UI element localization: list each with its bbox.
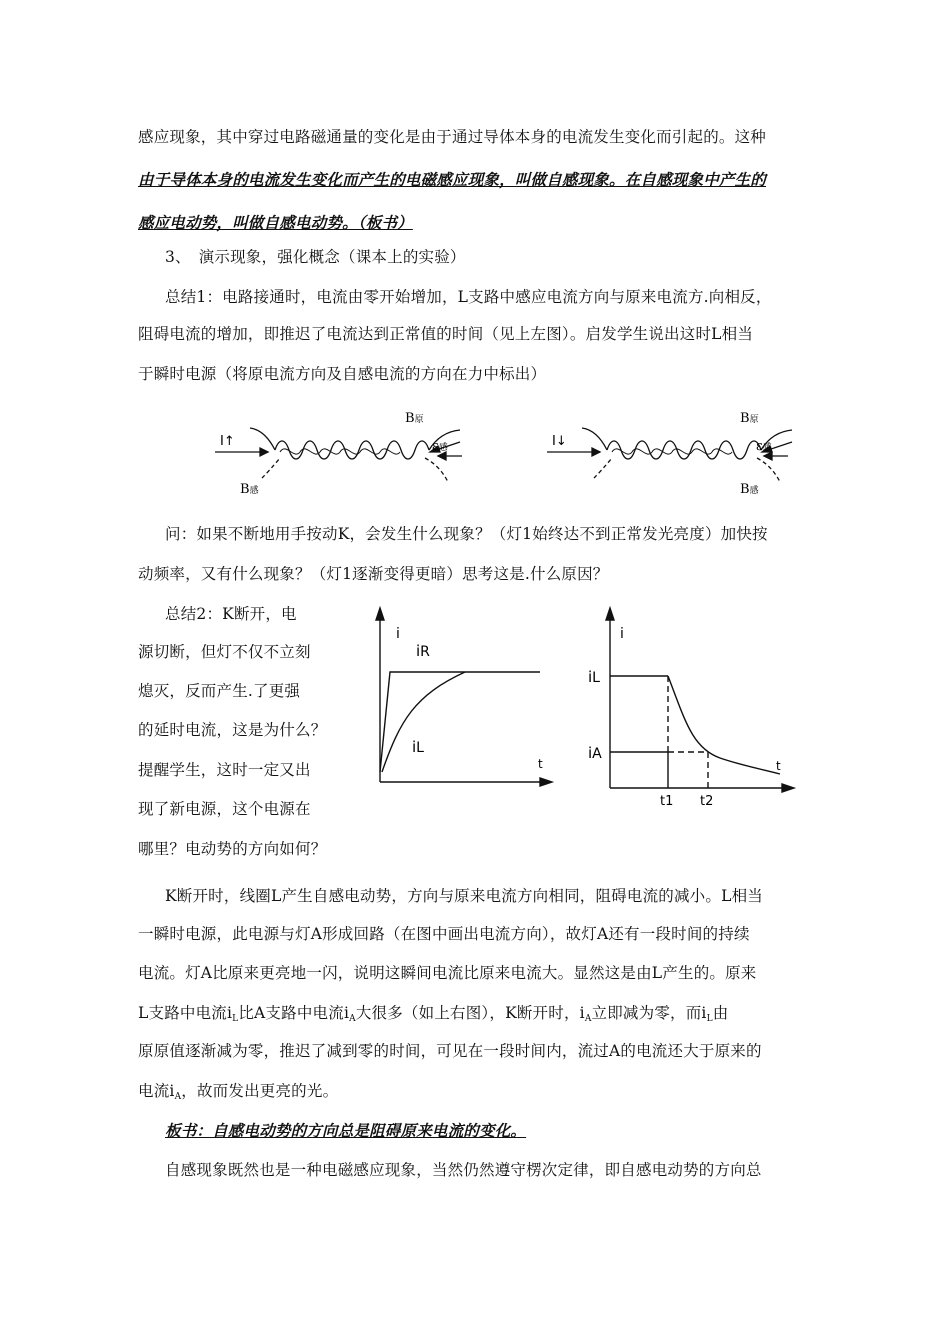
paragraph-line: 总结1：电路接通时，电流由零开始增加，L支路中感应电流方向与原来电流方.向相反， bbox=[165, 288, 772, 306]
level-ia-label: iA bbox=[588, 744, 602, 762]
curve-il-label: iL bbox=[412, 738, 424, 756]
paragraph-line: 现了新电源，这个电源在 bbox=[138, 800, 311, 818]
graph-current-rise bbox=[360, 600, 560, 800]
definition-line: 由于导体本身的电流发生变化而产生的电磁感应现象，叫做自感现象。在自感现象中产生的 bbox=[138, 170, 767, 189]
current-label: I↑ bbox=[220, 434, 235, 449]
paragraph-line: 一瞬时电源，此电源与灯A形成回路（在图中画出电流方向），故灯A还有一段时间的持续 bbox=[138, 925, 750, 943]
coil-diagrams bbox=[200, 400, 800, 500]
b-ind-label: B感 bbox=[740, 482, 759, 497]
board-note: 板书：自感电动势的方向总是阻碍原来电流的变化。 bbox=[165, 1121, 527, 1140]
b-orig-label: B原 bbox=[740, 411, 759, 426]
emf-label: ε感 bbox=[756, 439, 772, 454]
section-heading: 3、 演示现象，强化概念（课本上的实验） bbox=[165, 248, 466, 266]
x-axis-label: t bbox=[538, 757, 543, 771]
paragraph-line: 于瞬时电源（将原电流方向及自感电流的方向在力中标出） bbox=[138, 365, 547, 383]
curve-il bbox=[382, 672, 465, 772]
paragraph-line: 原原值逐渐减为零，推迟了减到零的时间，可见在一段时间内，流过A的电流还大于原来的 bbox=[138, 1042, 762, 1060]
b-ind-label: B感 bbox=[240, 482, 259, 497]
paragraph-line: 提醒学生，这时一定又出 bbox=[138, 761, 311, 779]
definition-line: 感应电动势，叫做自感电动势。（板书） bbox=[138, 213, 413, 232]
paragraph-line: 总结2：K断开，电 bbox=[165, 605, 297, 623]
emf-label: ε感 bbox=[432, 439, 448, 454]
paragraph-line: 动频率，又有什么现象？（灯1逐渐变得更暗）思考这是.什么原因？ bbox=[138, 565, 609, 583]
t1-label: t1 bbox=[660, 794, 674, 809]
coil-left bbox=[215, 428, 462, 482]
paragraph-line: 熄灭，反而产生.了更强 bbox=[138, 682, 301, 700]
paragraph-line: 问：如果不断地用手按动K，会发生什么现象？（灯1始终达不到正常发光亮度）加快按 bbox=[165, 525, 768, 543]
paragraph-line: 电流。灯A比原来更亮地一闪，说明这瞬间电流比原来电流大。显然这是由L产生的。原来 bbox=[138, 964, 757, 982]
paragraph-line: K断开时，线圈L产生自感电动势，方向与原来电流方向相同，阻碍电流的减小。L相当 bbox=[165, 887, 763, 905]
decay-curve bbox=[668, 676, 780, 774]
paragraph-line: 哪里？电动势的方向如何？ bbox=[138, 840, 327, 858]
paragraph-line: L支路中电流$i_L$比A支路中电流$i_A$大很多（如上右图），K断开时，$i_A$立即减为零，而$i_L$由 bbox=[138, 1004, 729, 1024]
y-axis-label: i bbox=[396, 626, 400, 642]
x-axis-label: t bbox=[776, 759, 781, 773]
paragraph-line: 阻碍电流的增加，即推迟了电流达到正常值的时间（见上左图）。启发学生说出这时L相当 bbox=[138, 325, 754, 343]
level-il-label: iL bbox=[588, 668, 600, 686]
paragraph-line: 源切断，但灯不仅不立刻 bbox=[138, 643, 311, 661]
paragraph-line: 自感现象既然也是一种电磁感应现象，当然仍然遵守楞次定律，即自感电动势的方向总 bbox=[165, 1161, 762, 1179]
paragraph-line: 感应现象，其中穿过电路磁通量的变化是由于通过导体本身的电流发生变化而引起的。这种 bbox=[138, 128, 767, 146]
paragraph-line: 电流$i_A$，故而发出更亮的光。 bbox=[138, 1082, 339, 1102]
curve-ir-label: iR bbox=[416, 642, 430, 660]
t2-label: t2 bbox=[700, 794, 714, 809]
coil-right bbox=[547, 428, 792, 482]
b-orig-label: B原 bbox=[405, 411, 424, 426]
graph-current-decay bbox=[580, 600, 800, 810]
paragraph-line: 的延时电流，这是为什么？ bbox=[138, 721, 327, 739]
current-label: I↓ bbox=[552, 434, 567, 449]
y-axis-label: i bbox=[620, 626, 624, 642]
